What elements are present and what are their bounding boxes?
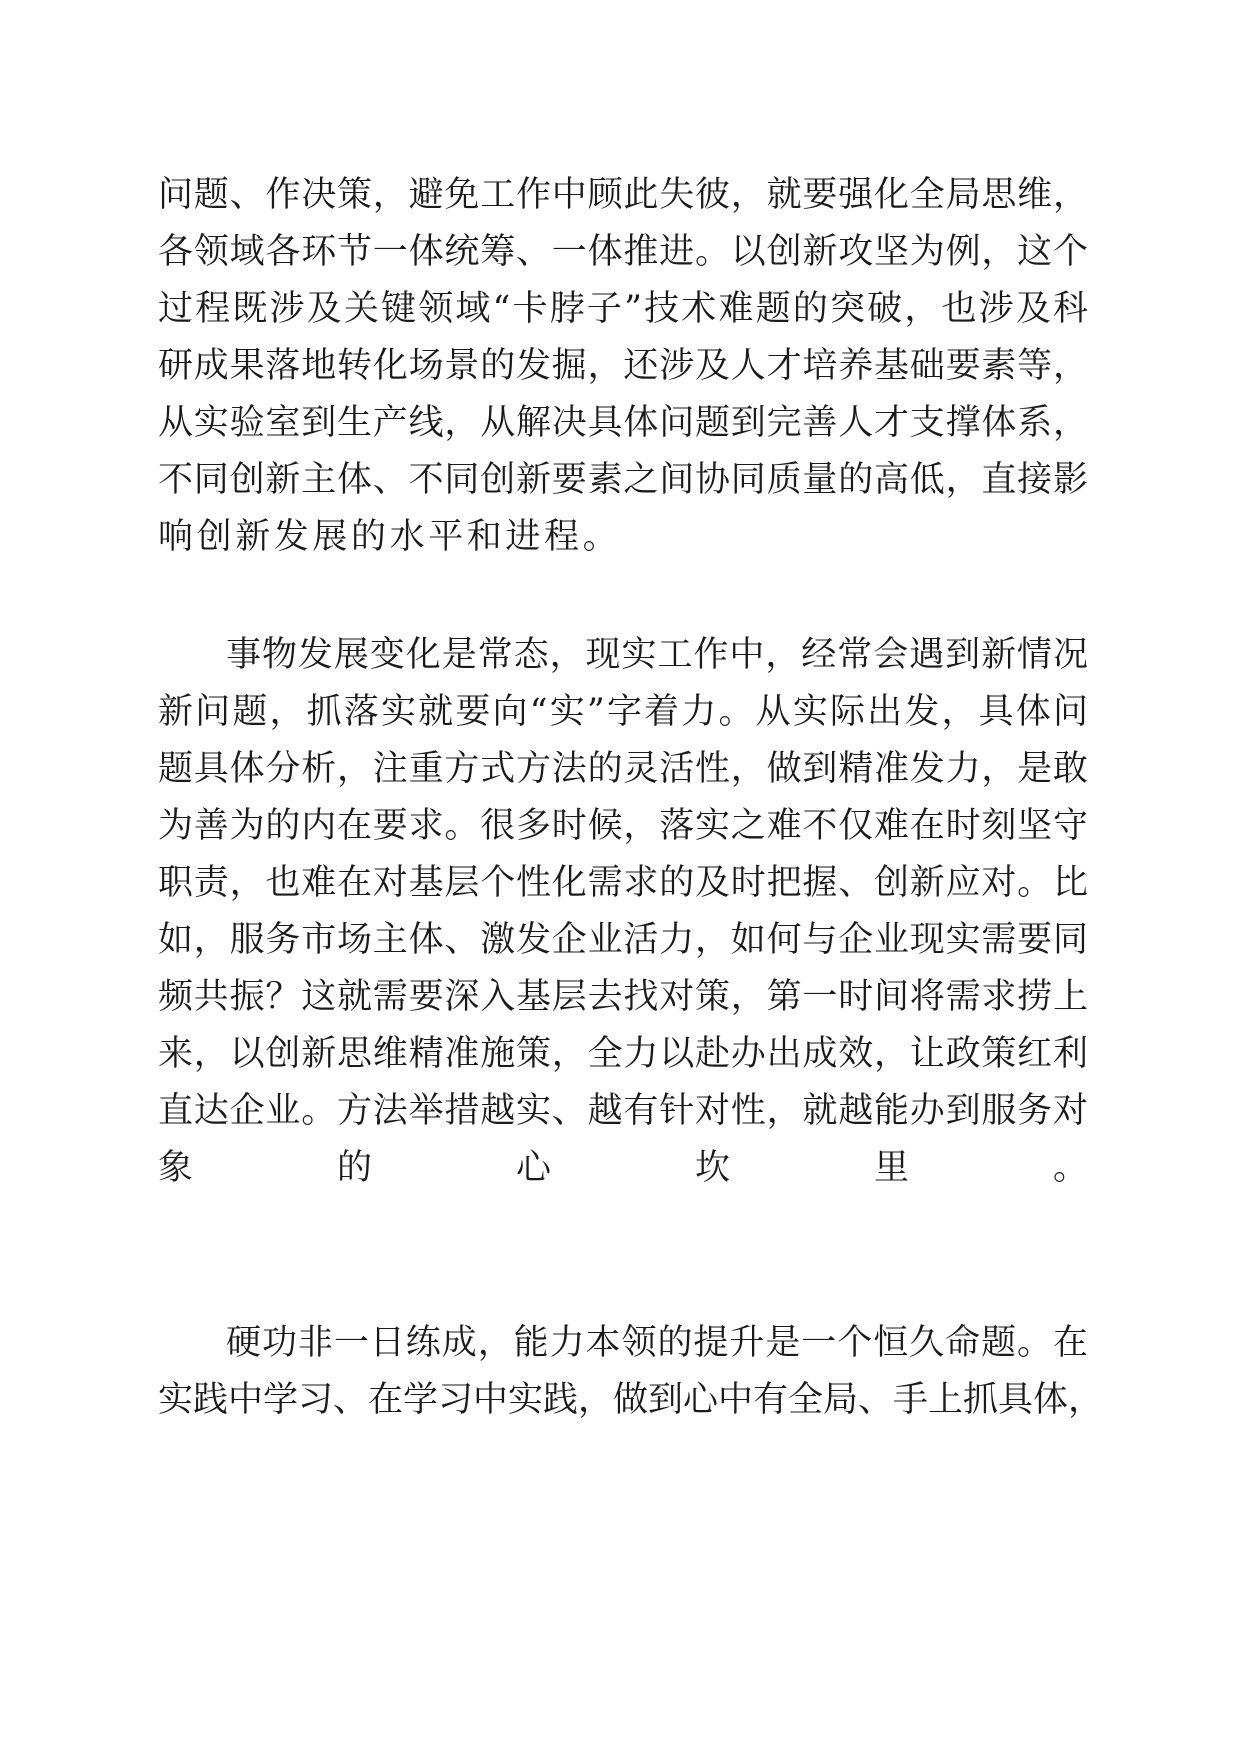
text-line: 频共振？这就需要深入基层去找对策，第一时间将需求捞上 [158, 977, 1088, 1017]
text-line: 不同创新主体、不同创新要素之间协同质量的高低，直接影 [158, 460, 1088, 500]
text-line: 实践中学习、在学习中实践，做到心中有全局、手上抓具体， [158, 1380, 1104, 1420]
text-line: 象的心坎里。 [158, 1148, 1088, 1188]
text-line: 研成果落地转化场景的发掘，还涉及人才培养基础要素等， [158, 346, 1088, 386]
text-line: 来，以创新思维精准施策，全力以赴办出成效，让政策红利 [158, 1034, 1088, 1074]
text-line: 从实验室到生产线，从解决具体问题到完善人才支撑体系， [158, 403, 1088, 443]
text-line: 职责，也难在对基层个性化需求的及时把握、创新应对。比 [158, 863, 1088, 903]
text-line: 各领域各环节一体统筹、一体推进。以创新攻坚为例，这个 [158, 232, 1088, 272]
text-line: 硬功非一日练成，能力本领的提升是一个恒久命题。在 [226, 1323, 1088, 1363]
text-line: 题具体分析，注重方式方法的灵活性，做到精准发力，是敢 [158, 749, 1088, 789]
text-line: 直达企业。方法举措越实、越有针对性，就越能办到服务对 [158, 1091, 1088, 1131]
text-line: 事物发展变化是常态，现实工作中，经常会遇到新情况 [226, 635, 1088, 675]
text-line: 响创新发展的水平和进程。 [158, 517, 622, 557]
text-line: 问题、作决策，避免工作中顾此失彼，就要强化全局思维， [158, 175, 1088, 215]
text-line: 为善为的内在要求。很多时候，落实之难不仅难在时刻坚守 [158, 806, 1088, 846]
text-line: 如，服务市场主体、激发企业活力，如何与企业现实需要同 [158, 920, 1088, 960]
text-line: 过程既涉及关键领域“卡脖子”技术难题的突破，也涉及科 [158, 289, 1088, 329]
text-line: 新问题，抓落实就要向“实”字着力。从实际出发，具体问 [158, 692, 1088, 732]
